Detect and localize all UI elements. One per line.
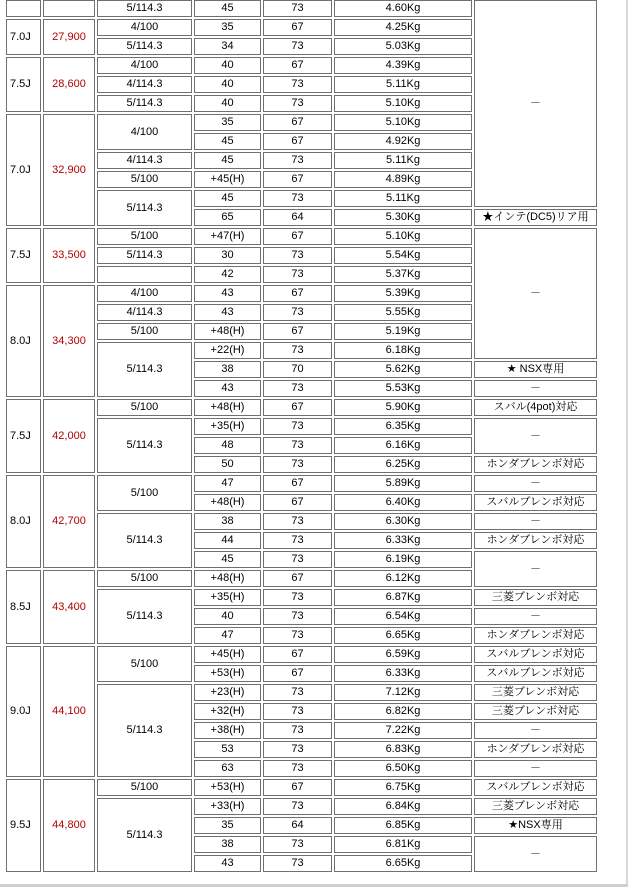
price-cell: 32,900: [43, 114, 95, 226]
hub-bore-cell: 67: [263, 171, 332, 188]
price-cell: 27,900: [43, 19, 95, 55]
pcd-cell: 5/100: [97, 475, 192, 511]
pcd-cell: 5/114.3: [97, 684, 192, 777]
rim-width-cell: 9.5J: [6, 779, 41, 872]
hub-bore-cell: 73: [263, 722, 332, 739]
pcd-cell: 5/114.3: [97, 95, 192, 112]
hub-bore-cell: 73: [263, 627, 332, 644]
rim-width-cell: 7.0J: [6, 19, 41, 55]
weight-cell: 6.84Kg: [334, 798, 472, 815]
price-cell: 42,700: [43, 475, 95, 568]
pcd-cell: 4/100: [97, 285, 192, 302]
offset-cell: 63: [194, 760, 261, 777]
note-cell: 三菱ブレンボ対応: [474, 703, 597, 720]
table-row: [6, 779, 597, 796]
weight-cell: 6.19Kg: [334, 551, 472, 568]
rim-width-cell: 8.5J: [6, 570, 41, 644]
note-cell: －: [474, 0, 597, 207]
hub-bore-cell: 73: [263, 513, 332, 530]
weight-cell: 6.65Kg: [334, 627, 472, 644]
weight-cell: 6.33Kg: [334, 532, 472, 549]
offset-cell: 38: [194, 513, 261, 530]
offset-cell: +48(H): [194, 399, 261, 416]
pcd-cell: 5/114.3: [97, 513, 192, 568]
offset-cell: 43: [194, 285, 261, 302]
note-cell: ホンダブレンボ対応: [474, 741, 597, 758]
weight-cell: 6.81Kg: [334, 836, 472, 853]
hub-bore-cell: 73: [263, 247, 332, 264]
hub-bore-cell: 67: [263, 779, 332, 796]
pcd-cell: 5/114.3: [97, 342, 192, 397]
offset-cell: 35: [194, 817, 261, 834]
pcd-cell: 5/100: [97, 646, 192, 682]
weight-cell: 5.55Kg: [334, 304, 472, 321]
offset-cell: 48: [194, 437, 261, 454]
hub-bore-cell: 73: [263, 703, 332, 720]
offset-cell: 45: [194, 0, 261, 17]
hub-bore-cell: 73: [263, 304, 332, 321]
hub-bore-cell: 67: [263, 114, 332, 131]
pcd-cell: 5/100: [97, 228, 192, 245]
rim-width-cell: 7.0J: [6, 114, 41, 226]
weight-cell: 6.82Kg: [334, 703, 472, 720]
weight-cell: 6.33Kg: [334, 665, 472, 682]
offset-cell: 47: [194, 475, 261, 492]
weight-cell: 6.35Kg: [334, 418, 472, 435]
note-cell: －: [474, 418, 597, 454]
weight-cell: 6.16Kg: [334, 437, 472, 454]
pcd-cell: 5/114.3: [97, 589, 192, 644]
weight-cell: 4.39Kg: [334, 57, 472, 74]
rim-width-cell: 8.0J: [6, 285, 41, 397]
pcd-cell: 4/100: [97, 19, 192, 36]
offset-cell: 65: [194, 209, 261, 226]
weight-cell: 6.75Kg: [334, 779, 472, 796]
price-cell: 28,600: [43, 57, 95, 112]
offset-cell: 53: [194, 741, 261, 758]
weight-cell: 5.54Kg: [334, 247, 472, 264]
weight-cell: 6.87Kg: [334, 589, 472, 606]
pcd-cell: 5/114.3: [97, 190, 192, 226]
hub-bore-cell: 64: [263, 209, 332, 226]
hub-bore-cell: 73: [263, 589, 332, 606]
offset-cell: 42: [194, 266, 261, 283]
offset-cell: 43: [194, 855, 261, 872]
pcd-cell: 5/114.3: [97, 38, 192, 55]
note-cell: スバルブレンボ対応: [474, 494, 597, 511]
note-cell: －: [474, 380, 597, 397]
hub-bore-cell: 73: [263, 190, 332, 207]
weight-cell: 6.18Kg: [334, 342, 472, 359]
offset-cell: +32(H): [194, 703, 261, 720]
price-cell: 42,000: [43, 399, 95, 473]
weight-cell: 4.89Kg: [334, 171, 472, 188]
offset-cell: 43: [194, 304, 261, 321]
hub-bore-cell: 73: [263, 76, 332, 93]
hub-bore-cell: 73: [263, 532, 332, 549]
spec-table-body: [6, 0, 597, 872]
weight-cell: 5.19Kg: [334, 323, 472, 340]
note-cell: －: [474, 513, 597, 530]
hub-bore-cell: 73: [263, 38, 332, 55]
pcd-cell: 5/100: [97, 779, 192, 796]
offset-cell: +22(H): [194, 342, 261, 359]
note-cell: －: [474, 760, 597, 777]
rim-width-cell: 7.5J: [6, 228, 41, 283]
pcd-cell: 5/114.3: [97, 247, 192, 264]
weight-cell: 5.11Kg: [334, 190, 472, 207]
weight-cell: 5.30Kg: [334, 209, 472, 226]
hub-bore-cell: 64: [263, 817, 332, 834]
weight-cell: 6.83Kg: [334, 741, 472, 758]
weight-cell: 6.59Kg: [334, 646, 472, 663]
hub-bore-cell: 67: [263, 228, 332, 245]
pcd-cell: 4/100: [97, 114, 192, 150]
note-cell: ホンダブレンボ対応: [474, 532, 597, 549]
weight-cell: 5.89Kg: [334, 475, 472, 492]
price-cell: [43, 0, 95, 17]
offset-cell: 35: [194, 19, 261, 36]
table-row: [6, 646, 597, 663]
offset-cell: 35: [194, 114, 261, 131]
hub-bore-cell: 67: [263, 570, 332, 587]
weight-cell: 6.54Kg: [334, 608, 472, 625]
weight-cell: 5.90Kg: [334, 399, 472, 416]
weight-cell: 5.10Kg: [334, 228, 472, 245]
offset-cell: 45: [194, 152, 261, 169]
hub-bore-cell: 73: [263, 684, 332, 701]
pcd-cell: 5/100: [97, 323, 192, 340]
offset-cell: 38: [194, 361, 261, 378]
price-cell: 44,800: [43, 779, 95, 872]
hub-bore-cell: 73: [263, 152, 332, 169]
hub-bore-cell: 73: [263, 855, 332, 872]
offset-cell: +33(H): [194, 798, 261, 815]
pcd-cell: 5/114.3: [97, 418, 192, 473]
table-row: [6, 0, 597, 17]
offset-cell: 44: [194, 532, 261, 549]
pcd-cell: 4/114.3: [97, 76, 192, 93]
offset-cell: 30: [194, 247, 261, 264]
note-cell: ★ NSX専用: [474, 361, 597, 378]
offset-cell: 45: [194, 551, 261, 568]
pcd-cell: 5/114.3: [97, 0, 192, 17]
offset-cell: +48(H): [194, 323, 261, 340]
offset-cell: +35(H): [194, 418, 261, 435]
pcd-cell: 5/100: [97, 570, 192, 587]
hub-bore-cell: 73: [263, 608, 332, 625]
table-row: [6, 399, 597, 416]
offset-cell: 38: [194, 836, 261, 853]
weight-cell: 5.10Kg: [334, 95, 472, 112]
hub-bore-cell: 73: [263, 551, 332, 568]
weight-cell: 6.30Kg: [334, 513, 472, 530]
weight-cell: 6.85Kg: [334, 817, 472, 834]
note-cell: －: [474, 836, 597, 872]
offset-cell: 40: [194, 608, 261, 625]
hub-bore-cell: 67: [263, 323, 332, 340]
offset-cell: +47(H): [194, 228, 261, 245]
hub-bore-cell: 73: [263, 798, 332, 815]
hub-bore-cell: 73: [263, 0, 332, 17]
hub-bore-cell: 67: [263, 133, 332, 150]
price-cell: 34,300: [43, 285, 95, 397]
hub-bore-cell: 67: [263, 285, 332, 302]
hub-bore-cell: 67: [263, 494, 332, 511]
note-cell: スバルブレンボ対応: [474, 779, 597, 796]
pcd-cell: 4/100: [97, 57, 192, 74]
weight-cell: 5.39Kg: [334, 285, 472, 302]
note-cell: 三菱ブレンボ対応: [474, 684, 597, 701]
note-cell: ホンダブレンボ対応: [474, 627, 597, 644]
note-cell: －: [474, 475, 597, 492]
weight-cell: 6.65Kg: [334, 855, 472, 872]
note-cell: スバルブレンボ対応: [474, 646, 597, 663]
rim-width-cell: 8.0J: [6, 475, 41, 568]
note-cell: －: [474, 551, 597, 587]
weight-cell: 5.10Kg: [334, 114, 472, 131]
weight-cell: 4.25Kg: [334, 19, 472, 36]
offset-cell: 45: [194, 190, 261, 207]
table-row: [6, 475, 597, 492]
note-cell: 三菱ブレンボ対応: [474, 798, 597, 815]
offset-cell: +35(H): [194, 589, 261, 606]
weight-cell: 7.22Kg: [334, 722, 472, 739]
offset-cell: +38(H): [194, 722, 261, 739]
hub-bore-cell: 70: [263, 361, 332, 378]
offset-cell: 40: [194, 57, 261, 74]
hub-bore-cell: 73: [263, 266, 332, 283]
wheel-spec-table: [4, 0, 599, 874]
offset-cell: 40: [194, 76, 261, 93]
hub-bore-cell: 67: [263, 475, 332, 492]
offset-cell: 50: [194, 456, 261, 473]
weight-cell: 5.53Kg: [334, 380, 472, 397]
offset-cell: +53(H): [194, 779, 261, 796]
hub-bore-cell: 73: [263, 741, 332, 758]
hub-bore-cell: 73: [263, 760, 332, 777]
offset-cell: 45: [194, 133, 261, 150]
weight-cell: 7.12Kg: [334, 684, 472, 701]
hub-bore-cell: 73: [263, 380, 332, 397]
weight-cell: 6.12Kg: [334, 570, 472, 587]
price-cell: 44,100: [43, 646, 95, 777]
hub-bore-cell: 67: [263, 646, 332, 663]
note-cell: スバル(4pot)対応: [474, 399, 597, 416]
hub-bore-cell: 73: [263, 836, 332, 853]
offset-cell: 47: [194, 627, 261, 644]
offset-cell: +48(H): [194, 494, 261, 511]
pcd-cell: 5/100: [97, 399, 192, 416]
pcd-cell: 5/114.3: [97, 798, 192, 872]
hub-bore-cell: 73: [263, 418, 332, 435]
pcd-cell: 4/114.3: [97, 152, 192, 169]
offset-cell: +23(H): [194, 684, 261, 701]
weight-cell: 4.60Kg: [334, 0, 472, 17]
weight-cell: 5.11Kg: [334, 152, 472, 169]
rim-width-cell: [6, 0, 41, 17]
weight-cell: 5.37Kg: [334, 266, 472, 283]
rim-width-cell: 7.5J: [6, 399, 41, 473]
note-cell: スバルブレンボ対応: [474, 665, 597, 682]
hub-bore-cell: 73: [263, 437, 332, 454]
weight-cell: 6.50Kg: [334, 760, 472, 777]
hub-bore-cell: 73: [263, 95, 332, 112]
note-cell: －: [474, 722, 597, 739]
hub-bore-cell: 73: [263, 456, 332, 473]
pcd-cell: 4/114.3: [97, 304, 192, 321]
weight-cell: 5.62Kg: [334, 361, 472, 378]
note-cell: ★インテ(DC5)リア用: [474, 209, 597, 226]
note-cell: －: [474, 228, 597, 359]
offset-cell: +45(H): [194, 171, 261, 188]
weight-cell: 5.03Kg: [334, 38, 472, 55]
rim-width-cell: 9.0J: [6, 646, 41, 777]
hub-bore-cell: 73: [263, 342, 332, 359]
table-row: [6, 228, 597, 245]
price-cell: 33,500: [43, 228, 95, 283]
offset-cell: +45(H): [194, 646, 261, 663]
offset-cell: 34: [194, 38, 261, 55]
pcd-cell: 5/100: [97, 171, 192, 188]
weight-cell: 6.40Kg: [334, 494, 472, 511]
weight-cell: 6.25Kg: [334, 456, 472, 473]
offset-cell: +53(H): [194, 665, 261, 682]
note-cell: －: [474, 608, 597, 625]
hub-bore-cell: 67: [263, 57, 332, 74]
weight-cell: 4.92Kg: [334, 133, 472, 150]
offset-cell: 43: [194, 380, 261, 397]
hub-bore-cell: 67: [263, 399, 332, 416]
offset-cell: 40: [194, 95, 261, 112]
hub-bore-cell: 67: [263, 665, 332, 682]
weight-cell: 5.11Kg: [334, 76, 472, 93]
note-cell: ★NSX専用: [474, 817, 597, 834]
hub-bore-cell: 67: [263, 19, 332, 36]
note-cell: ホンダブレンボ対応: [474, 456, 597, 473]
offset-cell: +48(H): [194, 570, 261, 587]
price-cell: 43,400: [43, 570, 95, 644]
note-cell: 三菱ブレンボ対応: [474, 589, 597, 606]
pcd-cell: [97, 266, 192, 283]
rim-width-cell: 7.5J: [6, 57, 41, 112]
